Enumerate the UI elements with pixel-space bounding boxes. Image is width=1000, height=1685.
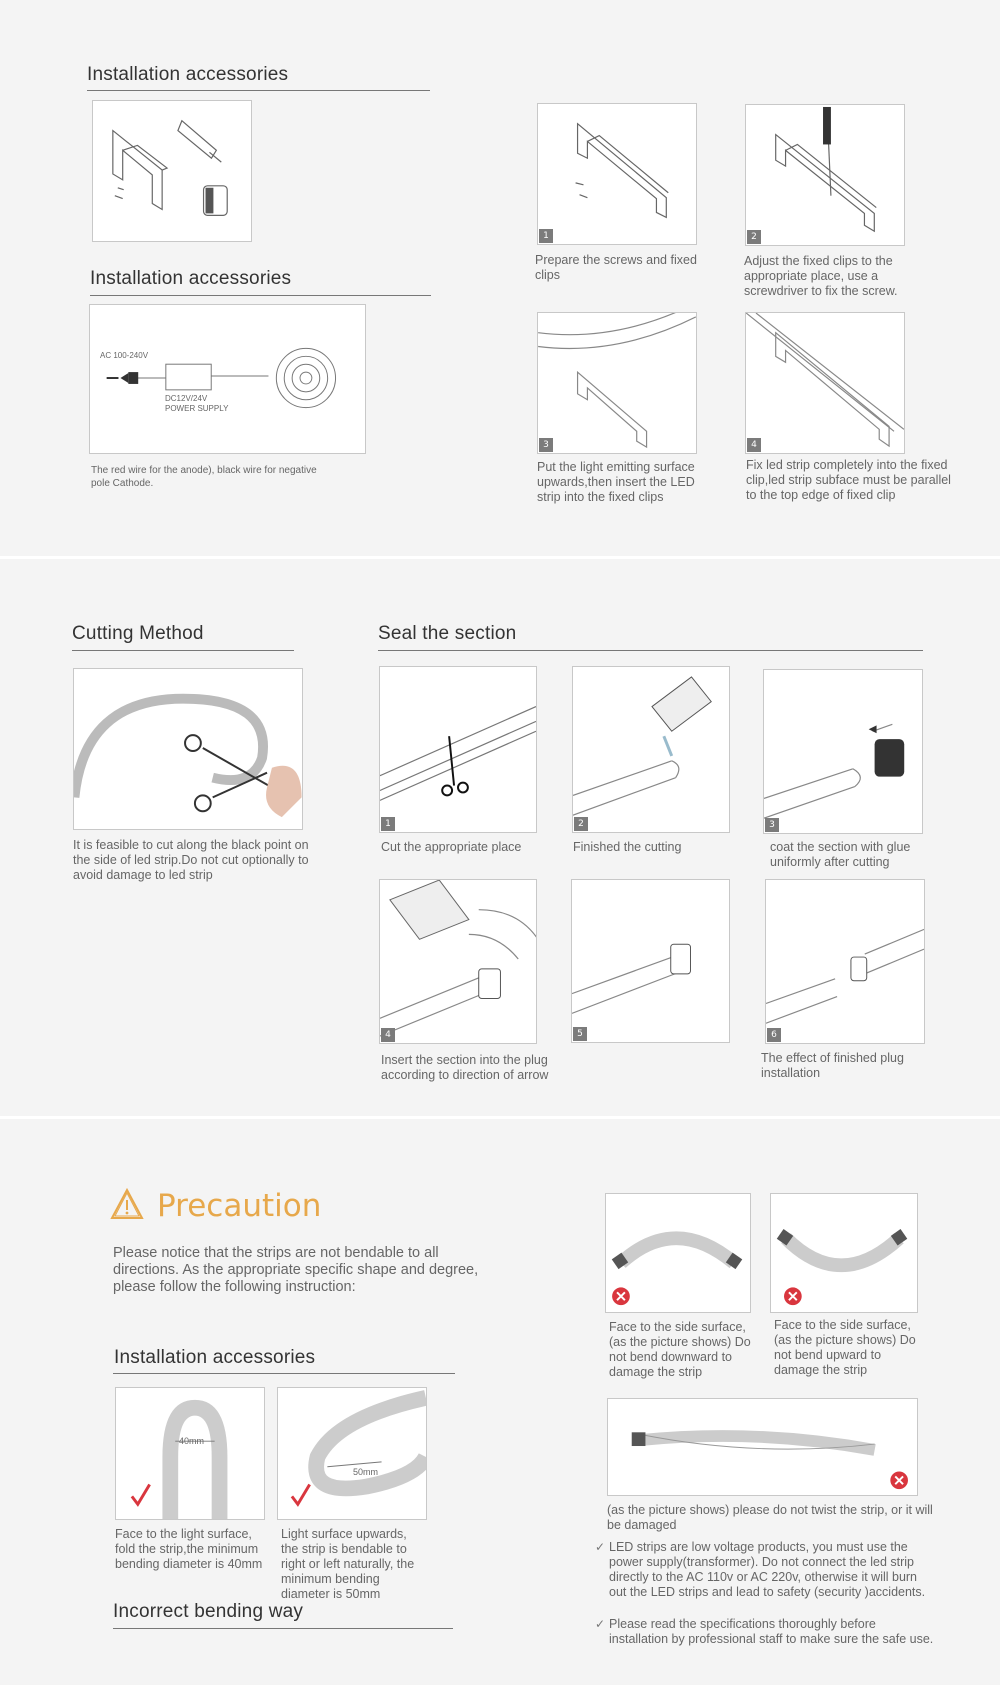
step-badge: 1 — [539, 229, 553, 243]
installation-heading-1: Installation accessories — [87, 64, 289, 85]
note-low-voltage — [595, 1540, 934, 1600]
step-badge: 3 — [539, 438, 553, 452]
seal-step-2-image — [572, 666, 730, 833]
step-badge: 1 — [381, 817, 395, 831]
dc-label: DC12V/24V — [165, 394, 208, 403]
install-step-4-caption: Fix led strip completely into the fixed clip,led strip subface must be parallel to the top edge of fixed clip — [746, 458, 951, 502]
step-badge: 4 — [381, 1028, 395, 1042]
install-step-3-image — [537, 312, 697, 454]
step-badge: 4 — [747, 438, 761, 452]
install-step-3-caption: Put the light emitting surface upwards,then insert the LED strip into the fixed clips — [537, 460, 695, 504]
seal-step-3-image — [763, 669, 923, 834]
bending-heading: Installation accessories — [114, 1347, 316, 1368]
bend-50mm-image — [277, 1387, 427, 1520]
incorrect-heading: Incorrect bending way — [113, 1601, 304, 1622]
note-read-specs — [595, 1617, 934, 1647]
warning-icon — [110, 1188, 144, 1220]
install-step-2-image — [745, 104, 905, 246]
note-low-voltage-text: LED strips are low voltage products, you must use the power supply(transformer). Do not connect the led strip directly to the AC 110v or AC 220v, otherwise it will burn out the LED strips and lead to safety (security )accidents. — [609, 1540, 926, 1599]
seal-step-5-image — [571, 879, 730, 1043]
accessories-image — [92, 100, 252, 242]
bad-bend-up-caption: Face to the side surface,(as the picture shows) Do not bend upward to damage the strip — [774, 1318, 916, 1377]
check-icon: ✓ — [595, 1540, 606, 1554]
bad-bend-down-image — [605, 1193, 751, 1313]
seal-step-1-image — [379, 666, 537, 833]
note-read-specs-text: Please read the specifications thoroughly before installation by professional staff to make sure the safe use. — [609, 1617, 934, 1646]
installation-heading-2: Installation accessories — [90, 268, 292, 289]
precaution-title: Precaution — [157, 1188, 322, 1224]
seal-step-6-caption: The effect of finished plug installation — [761, 1051, 904, 1080]
bad-twist-caption: (as the picture shows) please do not twist the strip, or it will be damaged — [607, 1503, 933, 1532]
install-step-1-caption: Prepare the screws and fixed clips — [535, 253, 697, 282]
seal-step-1-caption: Cut the appropriate place — [381, 840, 522, 854]
step-badge: 2 — [574, 817, 588, 831]
step-badge: 2 — [747, 230, 761, 244]
step-badge: 3 — [765, 818, 779, 832]
bad-twist-image — [607, 1398, 918, 1496]
step-badge: 5 — [573, 1027, 587, 1041]
heading-rule — [72, 650, 294, 651]
bend-50mm-caption: Light surface upwards, the strip is bendable to right or left naturally, the minimum bending diameter is 50mm — [281, 1527, 415, 1601]
seal-step-4-image — [379, 879, 537, 1044]
seal-step-3-caption: coat the section with glue uniformly after cutting — [770, 840, 911, 869]
wire-note: The red wire for the anode), black wire for negative pole Cathode. — [91, 465, 317, 489]
bad-bend-up-image — [770, 1193, 918, 1313]
seal-step-4-caption: Insert the section into the plug according to direction of arrow — [381, 1053, 549, 1082]
heading-rule — [113, 1628, 453, 1629]
heading-rule — [87, 90, 430, 91]
label-50mm: 50mm — [353, 1467, 379, 1477]
cutting-heading: Cutting Method — [72, 623, 204, 644]
seal-heading: Seal the section — [378, 623, 517, 644]
power-supply-image — [89, 304, 366, 454]
precaution-intro: Please notice that the strips are not bendable to all directions. As the appropriate specific shape and degree, please follow the following instruction: — [113, 1245, 479, 1295]
check-icon: ✓ — [595, 1617, 606, 1631]
seal-step-2-caption: Finished the cutting — [573, 840, 682, 854]
install-step-1-image — [537, 103, 697, 245]
section-divider — [0, 1116, 1000, 1119]
cutting-image — [73, 668, 303, 830]
section-divider — [0, 556, 1000, 559]
bend-40mm-image — [115, 1387, 265, 1520]
power-supply-label: POWER SUPPLY — [165, 404, 229, 413]
ac-label: AC 100-240V — [100, 351, 149, 360]
heading-rule — [113, 1373, 455, 1374]
heading-rule — [90, 295, 431, 296]
install-step-4-image — [745, 312, 905, 454]
heading-rule — [378, 650, 923, 651]
bad-bend-down-caption: Face to the side surface,(as the picture shows) Do not bend downward to damage the strip — [609, 1320, 751, 1379]
label-40mm: 40mm — [179, 1436, 205, 1446]
install-step-2-caption: Adjust the fixed clips to the appropriate place, use a screwdriver to fix the screw. — [744, 254, 898, 298]
step-badge: 6 — [767, 1028, 781, 1042]
cutting-caption: It is feasible to cut along the black point on the side of led strip.Do not cut optionally to avoid damage to led strip — [73, 838, 309, 882]
bend-40mm-caption: Face to the light surface, fold the strip,the minimum bending diameter is 40mm — [115, 1527, 263, 1571]
seal-step-6-image — [765, 879, 925, 1044]
